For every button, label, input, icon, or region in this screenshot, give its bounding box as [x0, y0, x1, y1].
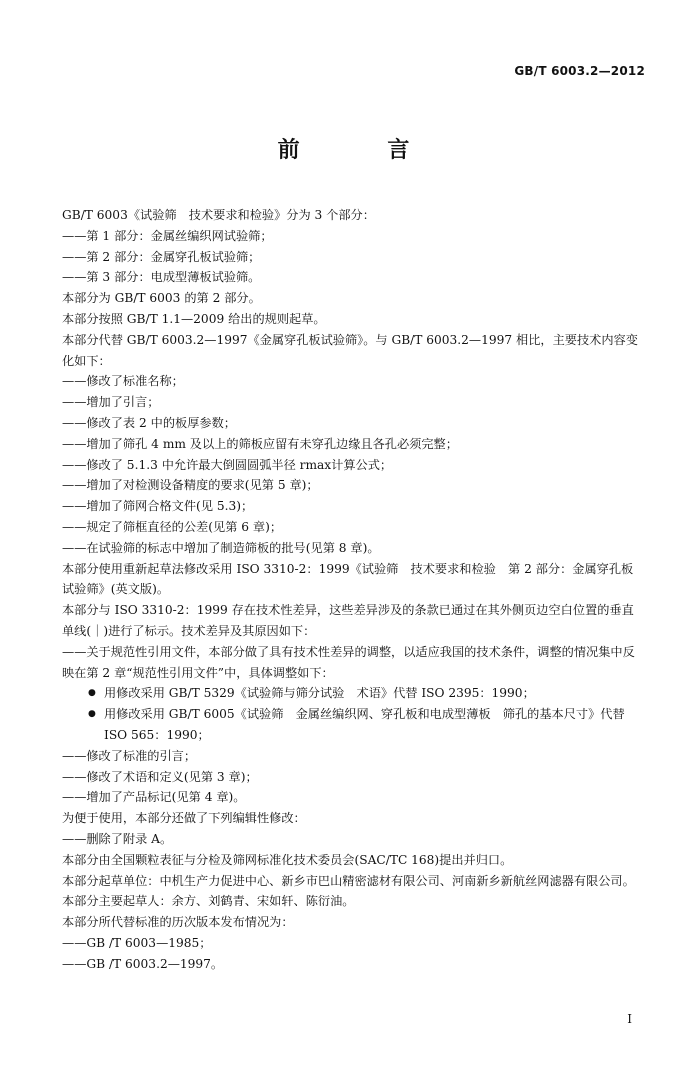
list-item: ——修改了标准名称；: [62, 374, 184, 389]
bullet-item: ● 用修改采用 GB/T 5329《试验筛与筛分试验 术语》代替 ISO 2395：1990；: [62, 683, 645, 704]
list-item: ——修改了标准的引言；: [62, 748, 197, 763]
paragraph: GB/T 6003《试验筛 技术要求和检验》分为 3 个部分：: [62, 208, 375, 222]
paragraph: 本部分与 ISO 3310-2：1999 存在技术性差异，这些差异涉及的条款已通过在其外侧页边空白位置的垂直单线(｜)进行了标示。技术差异及其原因如下：: [62, 603, 634, 638]
list-item: ——GB /T 6003.2—1997。: [62, 956, 224, 971]
body-text: [62, 205, 645, 974]
list-item: ——增加了产品标记(见第 4 章)。: [62, 790, 246, 805]
page-number: I: [627, 1012, 632, 1026]
list-item: ——修改了术语和定义(见第 3 章)；: [62, 769, 258, 784]
paragraph: 本部分为 GB/T 6003 的第 2 部分。: [62, 291, 261, 306]
page-title: 前 言: [277, 138, 450, 163]
list-item: ——增加了对检测设备精度的要求(见第 5 章)；: [62, 478, 319, 493]
list-item: ——修改了表 2 中的板厚参数；: [62, 415, 236, 430]
paragraph: 本部分起草单位：中机生产力促进中心、新乡市巴山精密滤材有限公司、河南新乡新航丝网滤器有限公司。: [62, 873, 635, 888]
list-item: ——关于规范性引用文件，本部分做了具有技术性差异的调整，以适应我国的技术条件，调整的情况集中反映在第 2 章“规范性引用文件”中，具体调整如下：: [62, 644, 635, 680]
list-item: ——第 1 部分：金属丝编织网试验筛；: [62, 228, 273, 243]
list-item: ——GB /T 6003—1985；: [62, 935, 212, 950]
paragraph: 本部分代替 GB/T 6003.2—1997《金属穿孔板试验筛》。与 GB/T 6003.2—1997 相比，主要技术内容变化如下：: [62, 332, 638, 368]
paragraph: 本部分主要起草人：余方、刘鹤青、宋如轩、陈衍油。: [62, 894, 355, 909]
paragraph: 本部分所代替标准的历次版本发布情况为：: [62, 915, 294, 930]
bullet-item: ● 用修改采用 GB/T 6005《试验筛 金属丝编织网、穿孔板和电成型薄板 筛孔的基本尺寸》代替 ISO 565：1990；: [62, 704, 645, 746]
standard-code: GB/T 6003.2—2012: [514, 64, 645, 78]
paragraph: 本部分使用重新起草法修改采用 ISO 3310-2：1999《试验筛 技术要求和检验 第 2 部分：金属穿孔板试验筛》(英文版)。: [62, 561, 634, 597]
list-item: ——规定了筛框直径的公差(见第 6 章)；: [62, 519, 283, 534]
list-item: ——增加了筛网合格文件(见 5.3)；: [62, 499, 254, 514]
paragraph: 本部分由全国颗粒表征与分检及筛网标准化技术委员会(SAC/TC 168)提出并归口。: [62, 852, 513, 867]
list-item: ——第 2 部分：金属穿孔板试验筛；: [62, 249, 261, 264]
list-item: ——在试验筛的标志中增加了制造筛板的批号(见第 8 章)。: [62, 540, 380, 555]
paragraph: 为便于使用，本部分还做了下列编辑性修改：: [62, 811, 306, 826]
list-item: ——增加了引言；: [62, 395, 160, 410]
list-item: ——修改了 5.1.3 中允许最大倒圆圆弧半径 rmax计算公式；: [62, 457, 393, 472]
list-item: ——第 3 部分：电成型薄板试验筛。: [62, 270, 261, 285]
paragraph: 本部分按照 GB/T 1.1—2009 给出的规则起草。: [62, 311, 326, 326]
list-item: ——删除了附录 A。: [62, 831, 173, 846]
list-item: ——增加了筛孔 4 mm 及以上的筛板应留有未穿孔边缘且各孔必须完整；: [62, 436, 458, 451]
